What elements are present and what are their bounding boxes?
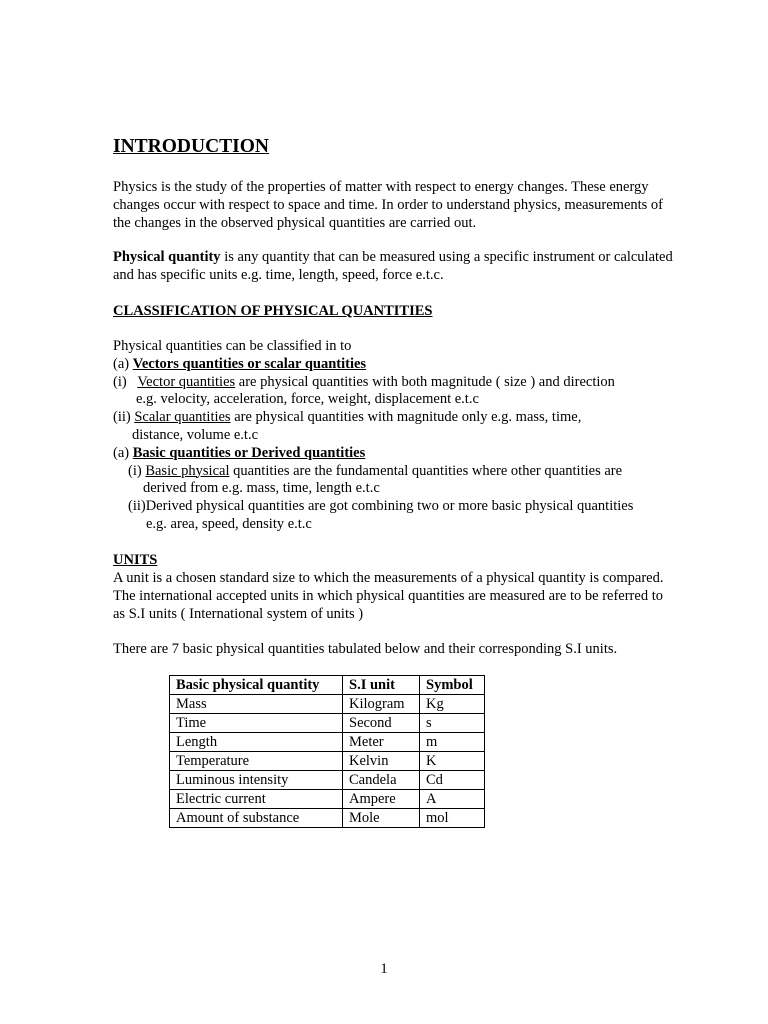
item-prefix: (i) bbox=[128, 462, 146, 479]
item-prefix: (a) bbox=[113, 355, 133, 372]
intro-line: changes occur with respect to space and time. In order to understand physics, measurements of bbox=[113, 196, 664, 213]
cell-unit: Candela bbox=[343, 771, 420, 790]
basic-term: Basic physical bbox=[145, 462, 230, 479]
classification-intro: Physical quantities can be classified in to bbox=[113, 338, 352, 354]
cell-symbol: K bbox=[420, 752, 485, 771]
subheading-basic-derived: Basic quantities or Derived quantities bbox=[132, 444, 366, 461]
classification-heading: CLASSIFICATION OF PHYSICAL QUANTITIES bbox=[113, 303, 433, 319]
list-item bbox=[113, 408, 713, 426]
header-symbol: Symbol bbox=[420, 676, 485, 695]
cell-quantity: Electric current bbox=[170, 790, 343, 809]
table-row bbox=[170, 771, 485, 790]
vector-term: Vector quantities bbox=[137, 373, 236, 390]
table-row bbox=[170, 733, 485, 752]
cell-unit: Second bbox=[343, 714, 420, 733]
si-units-table bbox=[169, 675, 485, 828]
units-paragraph bbox=[113, 569, 713, 622]
scalar-term: Scalar quantities bbox=[134, 409, 231, 426]
cell-symbol: A bbox=[420, 790, 485, 809]
units-line: as S.I units ( International system of units ) bbox=[113, 605, 364, 622]
subheading-vectors: Vectors quantities or scalar quantities bbox=[132, 355, 367, 372]
classification-list bbox=[113, 337, 713, 533]
units-line: The international accepted units in which physical quantities are measured are to be referred to bbox=[113, 587, 663, 604]
cell-symbol: Cd bbox=[420, 771, 485, 790]
cell-unit: Meter bbox=[343, 733, 420, 752]
list-item-example: distance, volume e.t.c bbox=[132, 426, 259, 443]
physical-quantity-paragraph bbox=[113, 248, 713, 284]
units-heading: UNITS bbox=[113, 552, 158, 568]
pq-text: is any quantity that can be measured using a specific instrument or calculated bbox=[220, 249, 673, 265]
cell-quantity: Length bbox=[170, 733, 343, 752]
cell-unit: Mole bbox=[343, 809, 420, 828]
list-item-example: e.g. area, speed, density e.t.c bbox=[146, 515, 312, 532]
list-item: (ii)Derived physical quantities are got combining two or more basic physical quantities bbox=[128, 498, 634, 515]
table-row bbox=[170, 752, 485, 771]
list-item bbox=[113, 355, 713, 373]
pq-line bbox=[113, 248, 713, 266]
cell-symbol: Kg bbox=[420, 695, 485, 714]
page-number: 1 bbox=[380, 961, 388, 977]
list-item bbox=[113, 373, 713, 391]
cell-unit: Kilogram bbox=[343, 695, 420, 714]
units-line: A unit is a chosen standard size to which the measurements of a physical quantity is compared. bbox=[113, 570, 664, 586]
table-row bbox=[170, 695, 485, 714]
table-intro: There are 7 basic physical quantities tabulated below and their corresponding S.I units. bbox=[113, 641, 618, 657]
list-item-example: derived from e.g. mass, time, length e.t.c bbox=[143, 480, 380, 497]
intro-paragraph bbox=[113, 178, 713, 231]
item-text: are physical quantities with both magnitude ( size ) and direction bbox=[235, 373, 615, 390]
intro-line: Physics is the study of the properties of matter with respect to energy changes. These energy bbox=[113, 179, 649, 195]
table-header-row bbox=[170, 676, 485, 695]
table-row bbox=[170, 714, 485, 733]
page-title: INTRODUCTION bbox=[113, 136, 270, 157]
cell-quantity: Amount of substance bbox=[170, 809, 343, 828]
cell-symbol: mol bbox=[420, 809, 485, 828]
cell-quantity: Luminous intensity bbox=[170, 771, 343, 790]
list-item bbox=[113, 444, 713, 462]
item-text: are physical quantities with magnitude only e.g. mass, time, bbox=[230, 409, 582, 426]
cell-quantity: Mass bbox=[170, 695, 343, 714]
cell-quantity: Time bbox=[170, 714, 343, 733]
item-prefix: (a) bbox=[113, 444, 133, 461]
intro-line: the changes in the observed physical quantities are carried out. bbox=[113, 214, 477, 231]
item-prefix: (ii) bbox=[113, 409, 135, 426]
cell-unit: Kelvin bbox=[343, 752, 420, 771]
pq-line: and has specific units e.g. time, length, speed, force e.t.c. bbox=[113, 266, 444, 283]
pq-term: Physical quantity bbox=[113, 249, 221, 265]
table-row bbox=[170, 790, 485, 809]
header-quantity: Basic physical quantity bbox=[170, 676, 343, 695]
cell-quantity: Temperature bbox=[170, 752, 343, 771]
cell-symbol: m bbox=[420, 733, 485, 752]
cell-symbol: s bbox=[420, 714, 485, 733]
item-text: quantities are the fundamental quantities where other quantities are bbox=[229, 462, 623, 479]
header-unit: S.I unit bbox=[343, 676, 420, 695]
item-prefix: (i) bbox=[113, 373, 138, 390]
list-item bbox=[113, 462, 713, 480]
cell-unit: Ampere bbox=[343, 790, 420, 809]
list-item-example: e.g. velocity, acceleration, force, weight, displacement e.t.c bbox=[136, 391, 479, 408]
table-row bbox=[170, 809, 485, 828]
